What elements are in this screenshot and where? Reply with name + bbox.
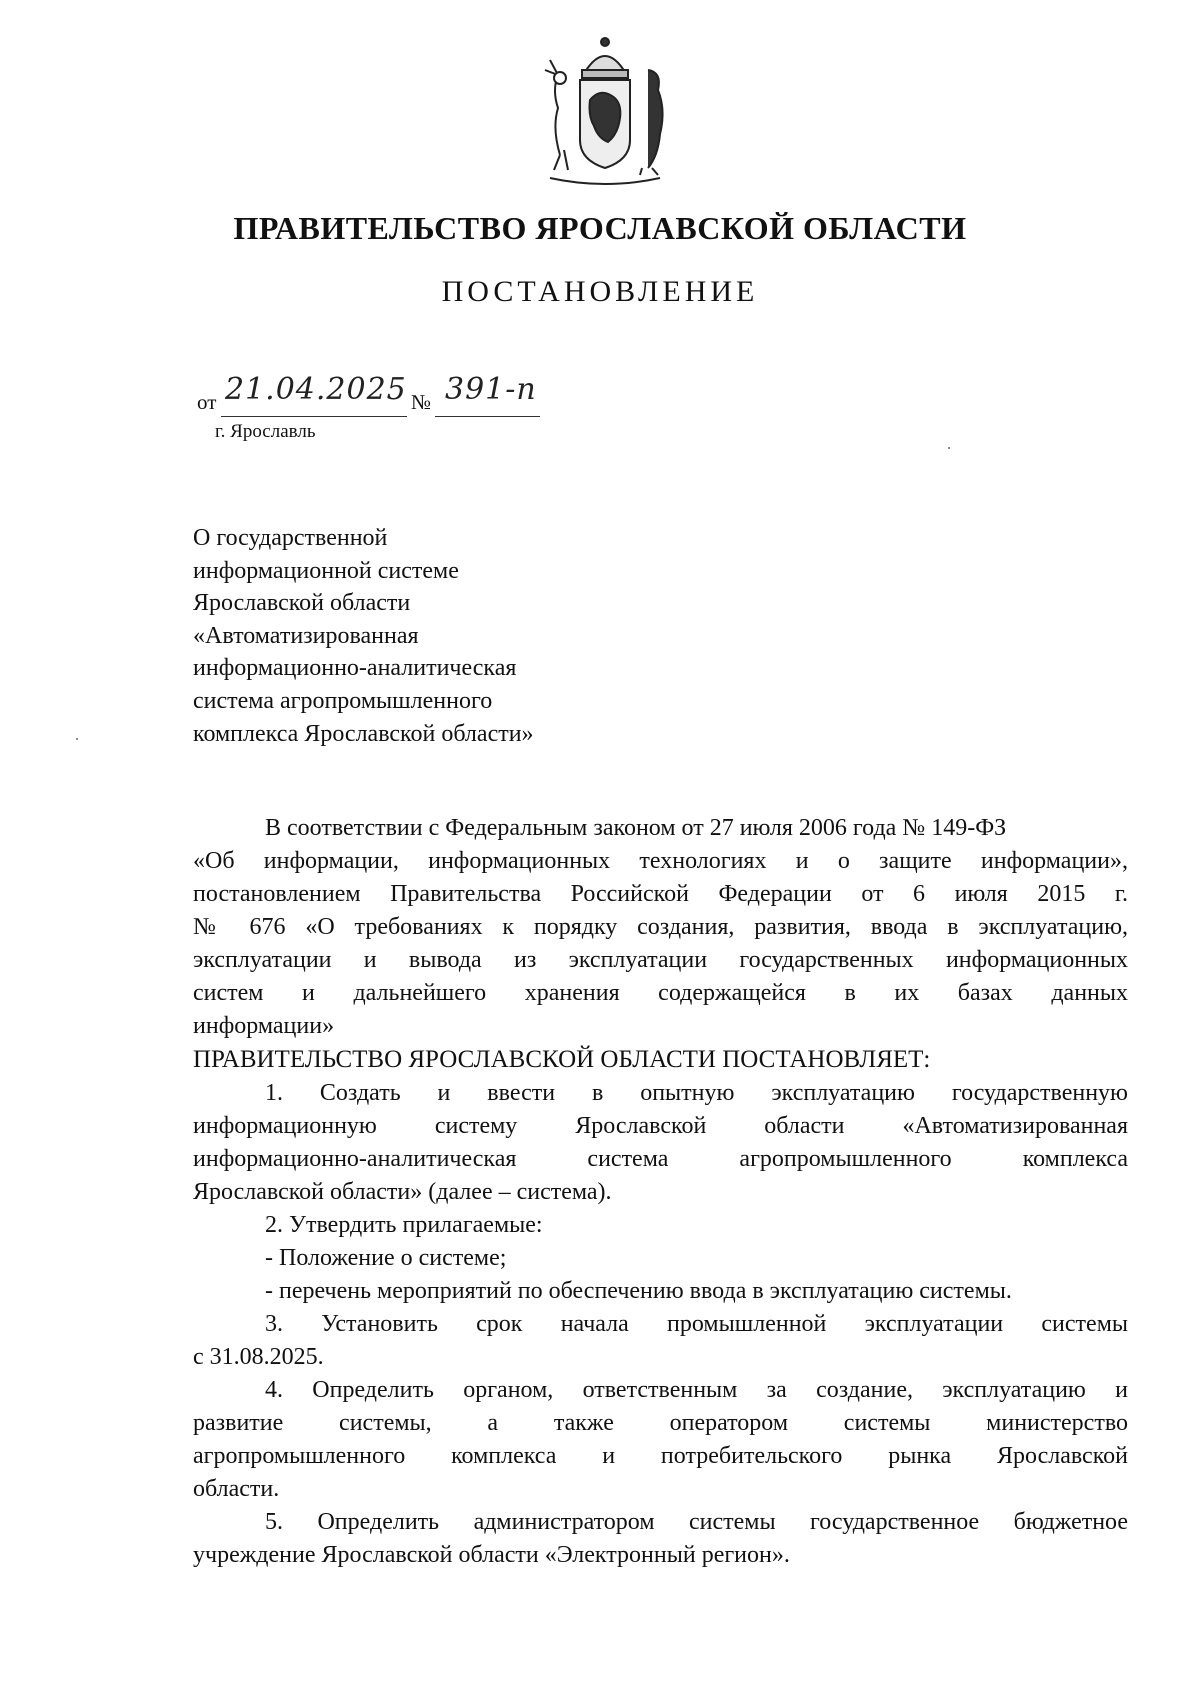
item-line: Ярославской области» (далее – система). xyxy=(193,1179,612,1205)
subject-line: Ярославской области xyxy=(193,590,411,617)
coat-of-arms-emblem xyxy=(530,30,680,190)
item-line: 3. Установить срок начала промышленной эксплуатации системы xyxy=(265,1311,1128,1337)
item-line: области. xyxy=(193,1476,280,1502)
resolves-heading: ПРАВИТЕЛЬСТВО ЯРОСЛАВСКОЙ ОБЛАСТИ ПОСТАНОВЛЯЕТ: xyxy=(193,1046,931,1073)
document-type: ПОСТАНОВЛЕНИЕ xyxy=(441,275,759,308)
subject-line: комплекса Ярославской области» xyxy=(193,720,534,747)
date-number-row xyxy=(197,372,577,418)
date-value: 21.04.2025 xyxy=(225,372,407,407)
item-line: развитие системы, а также оператором системы министерство xyxy=(193,1410,1128,1436)
preamble-line: В соответствии с Федеральным законом от 27 июля 2006 года № 149-ФЗ xyxy=(265,815,1007,841)
subject-line: информационной системе xyxy=(193,557,459,584)
city: г. Ярославль xyxy=(215,421,316,442)
preamble-line: информации» xyxy=(193,1013,335,1039)
document-subject xyxy=(193,522,534,750)
preamble-line: эксплуатации и вывода из эксплуатации государственных информационных xyxy=(193,947,1128,973)
item-line: - Положение о системе; xyxy=(265,1245,507,1271)
item-line: 1. Создать и ввести в опытную эксплуатацию государственную xyxy=(265,1080,1128,1106)
date-label: от xyxy=(197,390,217,414)
preamble-line: № 676 «О требованиях к порядку создания, развития, ввода в эксплуатацию, xyxy=(193,914,1128,940)
preamble-line: систем и дальнейшего хранения содержащейся в их базах данных xyxy=(193,980,1128,1006)
item-line: 4. Определить органом, ответственным за создание, эксплуатацию и xyxy=(265,1377,1128,1403)
number-value: 391-п xyxy=(445,372,537,407)
item-line: - перечень мероприятий по обеспечению ввода в эксплуатацию системы. xyxy=(265,1278,1012,1304)
subject-line: «Автоматизированная xyxy=(193,622,419,649)
date-underline xyxy=(221,416,407,417)
item-line: с 31.08.2025. xyxy=(193,1344,324,1370)
item-line: информационно-аналитическая система агропромышленного комплекса xyxy=(193,1146,1128,1172)
item-line: информационную систему Ярославской области «Автоматизированная xyxy=(193,1113,1128,1139)
item-line: 5. Определить администратором системы государственное бюджетное xyxy=(265,1509,1128,1535)
subject-line: информационно-аналитическая xyxy=(193,655,517,682)
item-line: 2. Утвердить прилагаемые: xyxy=(265,1212,543,1238)
item-line: агропромышленного комплекса и потребительского рынка Ярославской xyxy=(193,1443,1128,1469)
government-title: ПРАВИТЕЛЬСТВО ЯРОСЛАВСКОЙ ОБЛАСТИ xyxy=(233,210,967,246)
preamble-line: «Об информации, информационных технологиях и о защите информации», xyxy=(193,848,1128,874)
preamble-line: постановлением Правительства Российской Федерации от 6 июля 2015 г. xyxy=(193,881,1128,907)
subject-line: О государственной xyxy=(193,525,388,551)
number-underline xyxy=(435,416,540,417)
scan-speck xyxy=(948,447,950,449)
scan-speck xyxy=(76,738,78,740)
item-line: учреждение Ярославской области «Электронный регион». xyxy=(193,1542,790,1568)
number-label: № xyxy=(411,390,432,414)
subject-line: система агропромышленного xyxy=(193,687,493,714)
